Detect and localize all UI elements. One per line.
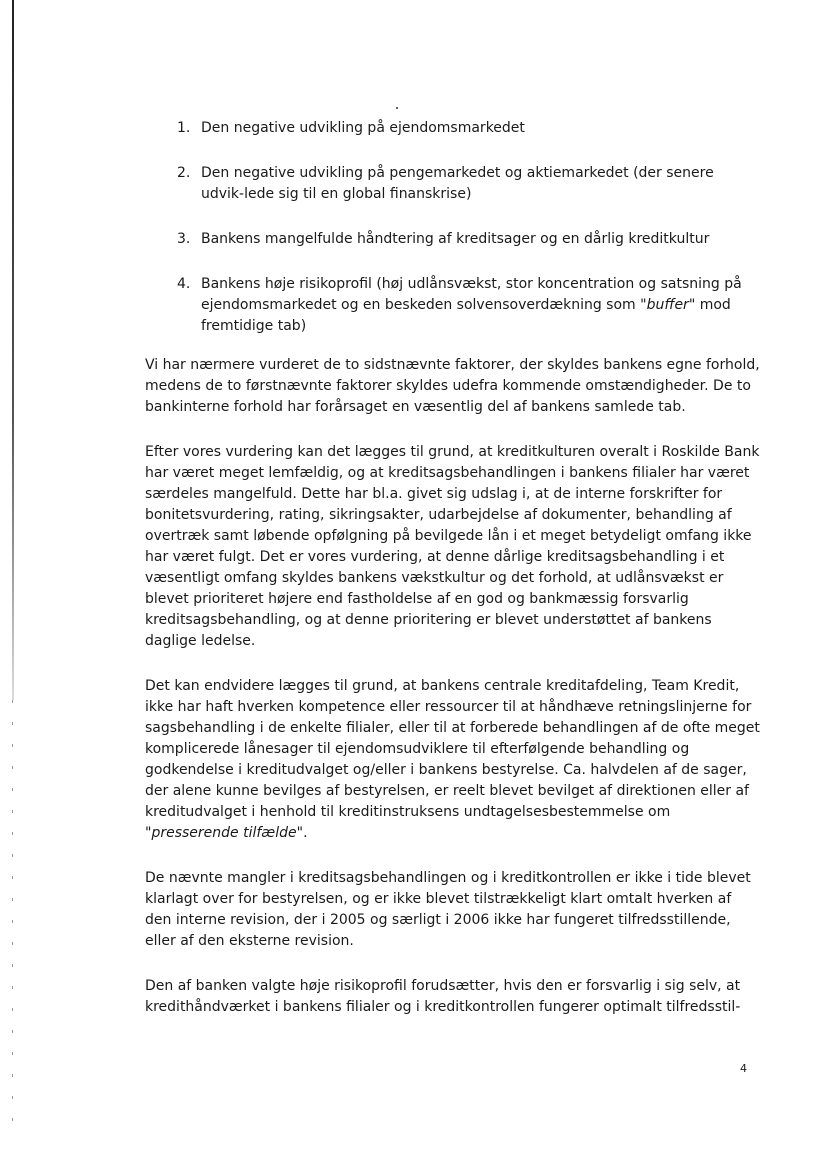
paragraph-assessment: Vi har nærmere vurderet de to sidstnævnte faktorer, der skyldes bankens egne forhold, medens de to førstnævnte faktorer skyldes udefra kommende omstændigheder. De to bankinterne forhold har forårsaget en væsentlig del af bankens samlede tab.	[145, 357, 760, 415]
list-item-text	[201, 276, 742, 334]
factor-list	[145, 118, 760, 337]
paragraph-team-kredit	[145, 676, 760, 844]
list-item-text: Bankens mangelfulde håndtering af kreditsager og en dårlig kreditkultur	[201, 231, 710, 247]
list-item	[145, 229, 760, 250]
list-item-number: 3.	[177, 231, 191, 247]
paragraph-credit-culture: Efter vores vurdering kan det lægges til grund, at kreditkulturen overalt i Roskilde Bank har været meget lemfældig, og at kreditsagsbehandlingen i bankens filialer har været særdeles mangelfuld. Dette har bl.a. givet sig udslag i, at de interne forskrifter for bonitetsvurdering, rating, sikringsakter, udarbejdelse af dokumenter, behandling af overtræk samt løbende opfølgning på bevilgede lån i et meget betydeligt omfang ikke har været fulgt. Det er vores vurdering, at denne dårlige kreditsagsbehandling i et væsentligt omfang skyldes bankens vækstkultur og det forhold, at udlånsvækst er blevet prioriteret højere end fastholdelse af en god og bankmæssig forsvarlig kreditsagsbehandling, og at denne prioritering er blevet understøttet af bankens daglige ledelse.	[145, 444, 760, 649]
paragraph-audit: De nævnte mangler i kreditsagsbehandlingen og i kreditkontrollen er ikke i tide blevet klarlagt over for bestyrelsen, og er ikke blevet tilstrækkeligt klart omtalt hverken af den interne revision, der i 2005 og særligt i 2006 ikke har fungeret tilfredsstillende, eller af den eksterne revision.	[145, 870, 751, 949]
list-item-emphasis: buffer	[646, 297, 689, 313]
paragraph-text-start: Det kan endvidere lægges til grund, at bankens centrale kreditafdeling, Team Kredit, ikke har haft hverken kompetence eller ressourcer til at håndhæve retningslinjerne for sagsbehandling i de enkelte filialer, eller til at forberede behandlingen af de ofte meget komplicerede lånesager til ejendomsudviklere til efterfølgende behandling og godkendelse i kreditudvalget og/eller i bankens bestyrelse. Ca. halvdelen af de sager, der alene kunne bevilges af bestyrelsen, er reelt blevet bevilget af direktionen eller af kreditudvalget i henhold til kreditinstruksens undtagelsesbestemmelse om "	[145, 678, 760, 841]
list-item-text: Den negative udvikling på pengemarkedet og aktiemarkedet (der senere udvik-lede sig til en global finanskrise)	[201, 165, 714, 202]
scan-edge-line	[12, 0, 14, 700]
list-item-number: 2.	[177, 165, 191, 181]
list-item-text-end: " mod fremtidige tab)	[201, 297, 731, 334]
list-item-text-start: Bankens høje risikoprofil (høj udlånsvækst, stor koncentration og satsning på ejendomsmarkedet og en beskeden solvensoverdækning som "	[201, 276, 742, 313]
list-item	[145, 163, 760, 205]
list-item-text: Den negative udvikling på ejendomsmarkedet	[201, 120, 525, 136]
list-item	[145, 118, 760, 139]
scan-speck	[396, 107, 398, 109]
list-item-number: 1.	[177, 120, 191, 136]
list-item	[145, 274, 760, 337]
document-body	[145, 118, 760, 1042]
paragraph-emphasis: presserende tilfælde	[151, 825, 297, 841]
scan-edge-dots	[12, 700, 13, 1140]
paragraph-text-end: ".	[296, 825, 308, 841]
list-item-number: 4.	[177, 276, 191, 292]
paragraph-risk-profile: Den af banken valgte høje risikoprofil forudsætter, hvis den er forsvarlig i sig selv, at kredithåndværket i bankens filialer og i kreditkontrollen fungerer optimalt tilfredsstil-	[145, 978, 741, 1015]
page-number: 4	[740, 1062, 747, 1075]
